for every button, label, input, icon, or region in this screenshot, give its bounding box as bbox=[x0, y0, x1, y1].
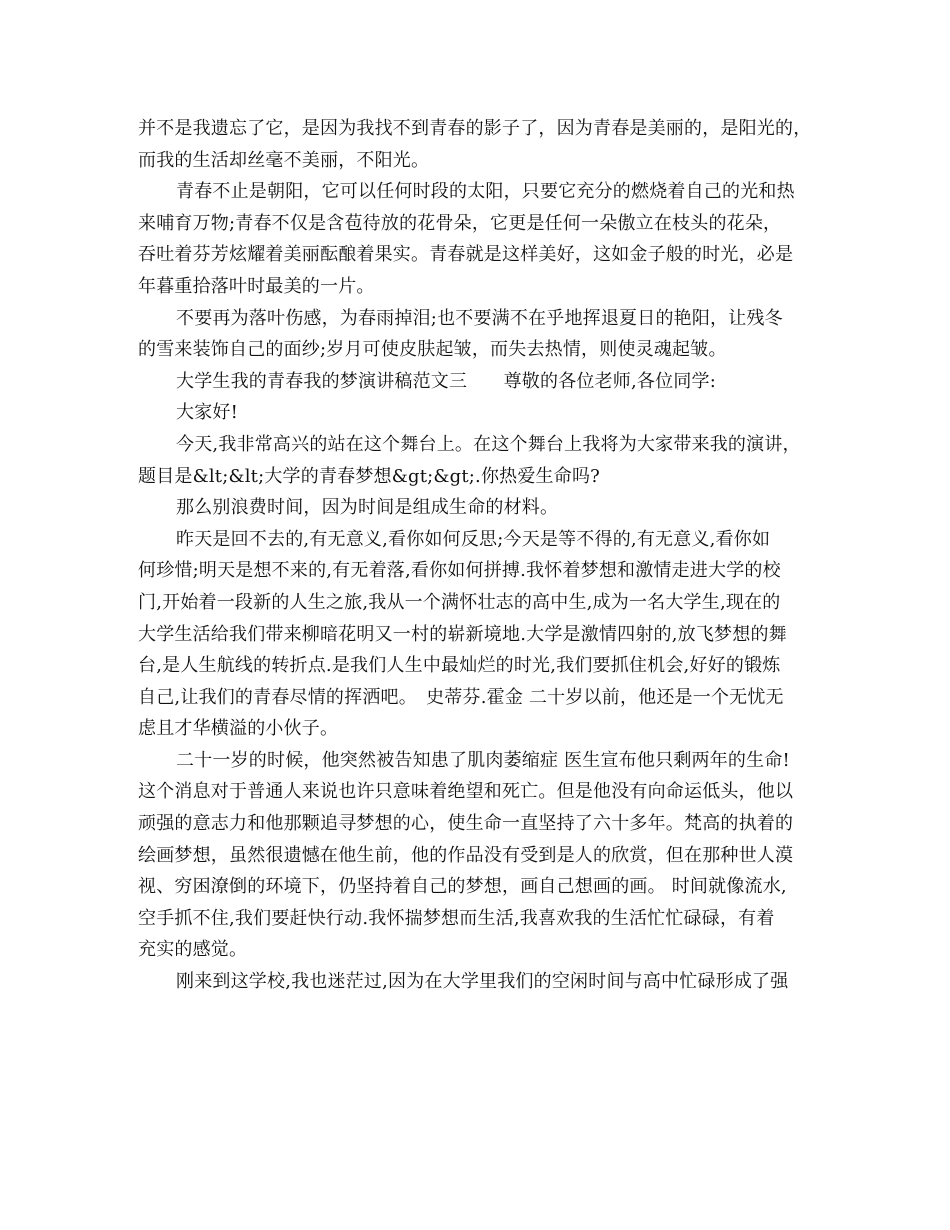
text-line: 充实的感觉。 bbox=[138, 939, 248, 961]
text-line: 绘画梦想，虽然很遗憾在他生前，他的作品没有受到是人的欣赏，但在那种世人漠 bbox=[138, 844, 794, 866]
text-line: 空手抓不住,我们要赶快行动.我怀揣梦想而生活,我喜欢我的生活忙忙碌碌，有着 bbox=[138, 907, 775, 929]
text-line: 今天,我非常高兴的站在这个舞台上。在这个舞台上我将为大家带来我的演讲， bbox=[176, 433, 801, 455]
text-line: 这个消息对于普通人来说也许只意味着绝望和死亡。但是他没有向命运低头，他以 bbox=[138, 781, 794, 803]
text-line: 不要再为落叶伤感，为春雨掉泪;也不要满不在乎地挥退夏日的艳阳，让残冬 bbox=[176, 307, 783, 329]
text-line: 并不是我遗忘了它，是因为我找不到青春的影子了，因为青春是美丽的，是阳光的， bbox=[138, 118, 812, 139]
text-line: 二十一岁的时候，他突然被告知患了肌肉萎缩症 医生宣布他只剩两年的生命! bbox=[176, 749, 790, 771]
text-line: 大学生我的青春我的梦演讲稿范文三 尊敬的各位老师,各位同学: bbox=[176, 370, 716, 392]
text-line: 的雪来装饰自己的面纱;岁月可使皮肤起皱，而失去热情，则使灵魂起皱。 bbox=[138, 339, 727, 361]
text-line: 大学生活给我们带来柳暗花明又一村的崭新境地.大学是激情四射的,放飞梦想的舞 bbox=[138, 623, 787, 645]
text-line: 顽强的意志力和他那颗追寻梦想的心，使生命一直坚持了六十多年。梵高的执着的 bbox=[138, 813, 794, 835]
text-line: 吞吐着芬芳炫耀着美丽酝酿着果实。青春就是这样美好，这如金子般的时光，必是 bbox=[138, 244, 794, 266]
text-line: 自己,让我们的青春尽情的挥洒吧。 史蒂芬.霍金 二十岁以前，他还是一个无忧无 bbox=[138, 686, 784, 708]
text-line: 虑且才华横溢的小伙子。 bbox=[138, 718, 339, 740]
document-body bbox=[138, 113, 828, 998]
text-line: 台,是人生航线的转折点.是我们人生中最灿烂的时光,我们要抓住机会,好好的锻炼 bbox=[138, 655, 781, 677]
text-line: 来哺育万物;青春不仅是含苞待放的花骨朵，它更是任何一朵傲立在枝头的花朵， bbox=[138, 212, 782, 234]
text-line: 何珍惜;明天是想不来的,有无着落,看你如何拼搏.我怀着梦想和激情走进大学的校 bbox=[138, 560, 781, 582]
text-line: 昨天是回不去的,有无意义,看你如何反思;今天是等不得的,有无意义,看你如 bbox=[176, 528, 771, 550]
text-line: 题目是&lt;&lt;大学的青春梦想&gt;&gt;.你热爱生命吗? bbox=[138, 465, 601, 487]
text-line: 门,开始着一段新的人生之旅,我从一个满怀壮志的高中生,成为一名大学生,现在的 bbox=[138, 591, 781, 613]
text-line: 大家好! bbox=[176, 402, 239, 424]
text-line: 视、穷困潦倒的环境下，仍坚持着自己的梦想，画自己想画的画。 时间就像流水, bbox=[138, 876, 787, 898]
text-line: 而我的生活却丝毫不美丽，不阳光。 bbox=[138, 149, 430, 171]
text-line: 刚来到这学校,我也迷茫过,因为在大学里我们的空闲时间与高中忙碌形成了强 bbox=[176, 971, 789, 993]
text-line: 那么别浪费时间，因为时间是组成生命的材料。 bbox=[176, 497, 559, 519]
text-line: 年暮重拾落叶时最美的一片。 bbox=[138, 275, 375, 297]
text-line: 青春不止是朝阳，它可以任何时段的太阳，只要它充分的燃烧着自己的光和热 bbox=[176, 181, 795, 203]
